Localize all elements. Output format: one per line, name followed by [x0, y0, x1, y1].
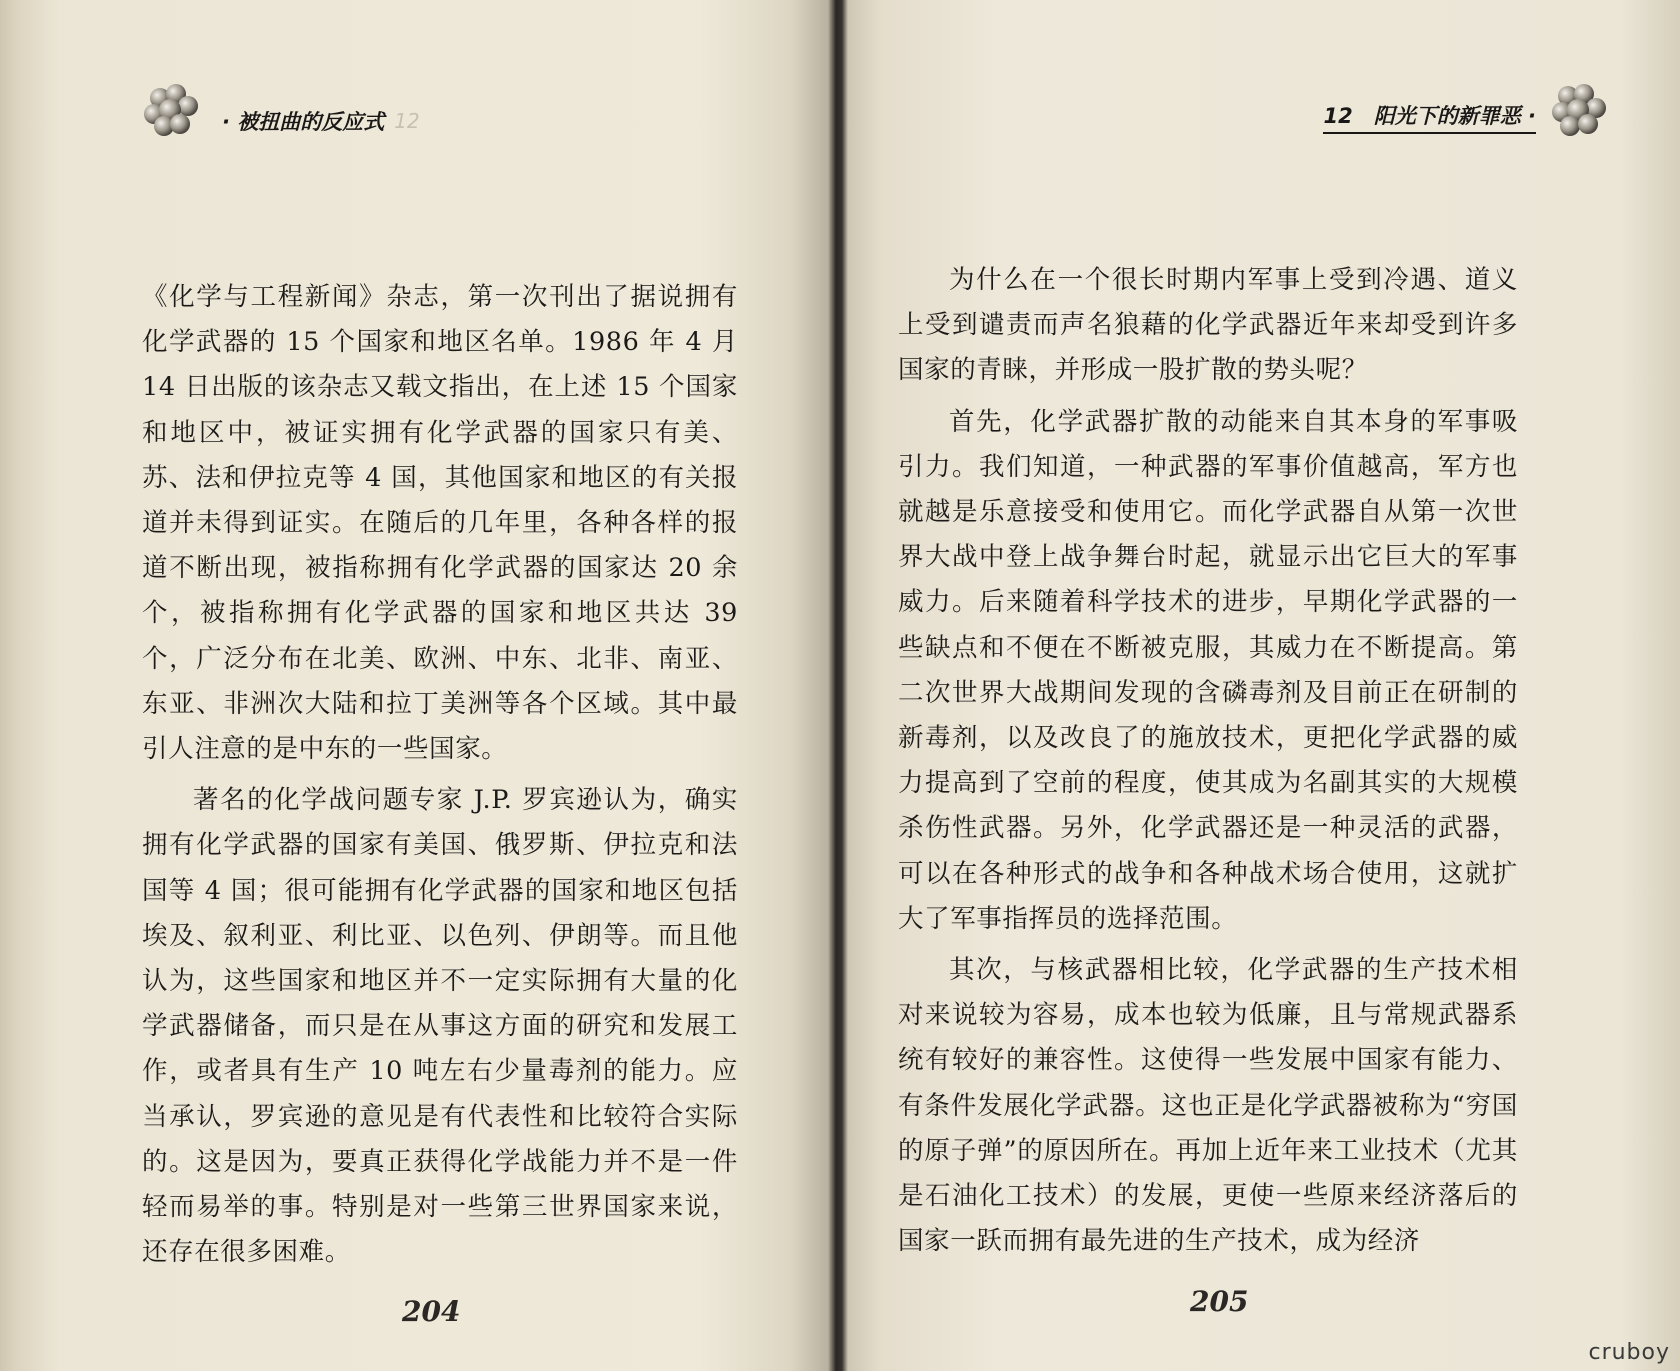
right-paragraph-3: 其次，与核武器相比较，化学武器的生产技术相对来说较为容易，成本也较为低廉，且与常规武器系统有较好的兼容性。这使得一些发展中国家有能力、有条件发展化学武器。这也正是化学武器被称为“穷国的原子弹”的原因所在。再加上近年来工业技术（尤其是石油化工技术）的发展，更使一些原来经济落后的国家一跃而拥有最先进的生产技术，成为经济	[898, 955, 1519, 1257]
left-body-text	[142, 275, 738, 1281]
left-page	[0, 0, 836, 1371]
molecule-cluster-icon	[142, 82, 202, 138]
left-header-title: · 被扭曲的反应式	[222, 110, 385, 134]
scanner-watermark: cruboy	[1588, 1340, 1670, 1365]
right-header-title: 12 阳光下的新罪恶 ·	[1323, 100, 1536, 134]
right-paragraph-2: 首先，化学武器扩散的动能来自其本身的军事吸引力。我们知道，一种武器的军事价值越高，军方也就越是乐意接受和使用它。而化学武器自从第一次世界大战中登上战争舞台时起，就显示出它巨大的军事威力。后来随着科学技术的进步，早期化学武器的一些缺点和不便在不断被克服，其威力在不断提高。第二次世界大战期间发现的含磷毒剂及目前正在研制的新毒剂，以及改良了的施放技术，更把化学武器的威力提高到了空前的程度，使其成为名副其实的大规模杀伤性武器。另外，化学武器还是一种灵活的武器，可以在各种形式的战争和各种战术场合使用，这就扩大了军事指挥员的选择范围。	[898, 406, 1518, 934]
right-body-text	[898, 258, 1518, 1270]
right-running-header	[1323, 80, 1610, 140]
left-header-bleed-through: 12	[394, 109, 420, 133]
right-paragraph-1: 为什么在一个很长时期内军事上受到冷遇、道义上受到谴责而声名狼藉的化学武器近年来却受到许多国家的青睐，并形成一股扩散的势头呢？	[898, 265, 1518, 386]
left-paragraph-2: 著名的化学战问题专家 J.P. 罗宾逊认为，确实拥有化学武器的国家有美国、俄罗斯、伊拉克和法国等 4 国；很可能拥有化学武器的国家和地区包括埃及、叙利亚、利比亚、以色列、伊朗等。而且他认为，这些国家和地区并不一定实际拥有大量的化学武器储备，而只是在从事这方面的研究和发展工作，或者具有生产 10 吨左右少量毒剂的能力。应当承认，罗宾逊的意见是有代表性和比较符合实际的。这是因为，要真正获得化学战能力并不是一件轻而易举的事。特别是对一些第三世界国家来说，还存在很多困难。	[142, 785, 738, 1268]
right-page-number: 205	[1190, 1285, 1249, 1318]
right-page	[844, 0, 1680, 1371]
left-running-header	[142, 80, 420, 140]
molecule-cluster-icon	[1550, 82, 1610, 138]
left-page-number: 204	[402, 1295, 461, 1328]
left-paragraph-1: 《化学与工程新闻》杂志，第一次刊出了据说拥有化学武器的 15 个国家和地区名单。1986 年 4 月 14 日出版的该杂志又载文指出，在上述 15 个国家和地区中，被证实拥有化学武器的国家只有美、苏、法和伊拉克等 4 国，其他国家和地区的有关报道并未得到证实。在随后的几年里，各种各样的报道不断出现，被指称拥有化学武器的国家达 20 余个，被指称拥有化学武器的国家和地区共达 39 个，广泛分布在北美、欧洲、中东、北非、南亚、东亚、非洲次大陆和拉丁美洲等各个区域。其中最引人注意的是中东的一些国家。	[142, 282, 738, 765]
